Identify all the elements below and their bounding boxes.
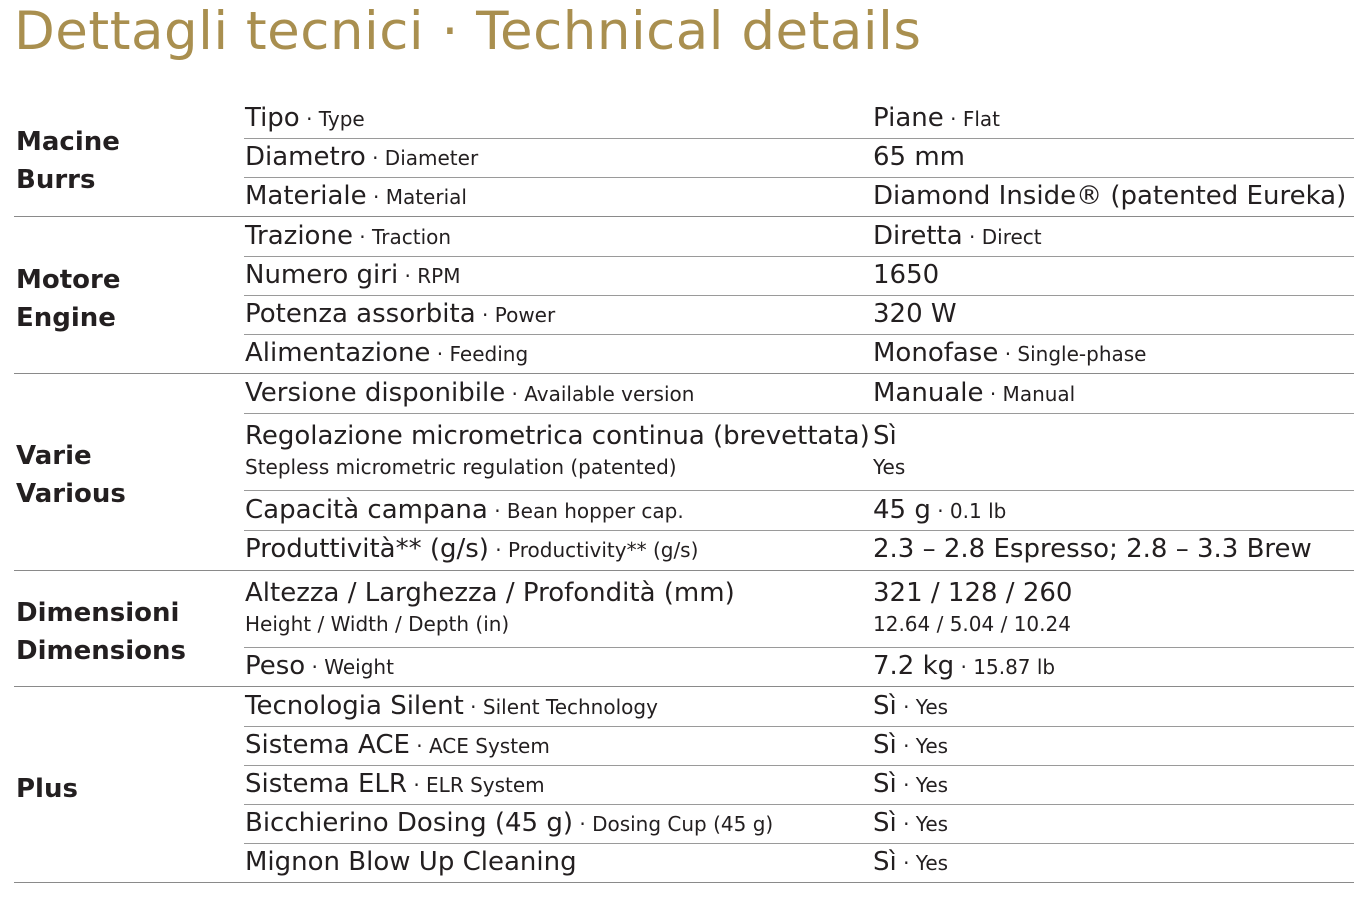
group-label-it: Macine: [16, 127, 120, 157]
row-value: Monofase · Single-phase: [873, 338, 1147, 368]
row-value: 1650: [873, 260, 940, 290]
row-value: 2.3 – 2.8 Espresso; 2.8 – 3.3 Brew: [873, 534, 1312, 564]
row-value: Diamond Inside® (patented Eureka): [873, 181, 1347, 211]
group-label-en: Various: [16, 479, 126, 509]
row-label: Sistema ACE · ACE System: [245, 730, 550, 760]
spec-row-traction: [244, 217, 1354, 257]
row-value: Sì · Yes: [873, 769, 949, 799]
group-label-en: Engine: [16, 303, 116, 333]
row-value: 320 W: [873, 299, 957, 329]
spec-row-productivity: [244, 530, 1354, 570]
row-label: Potenza assorbita · Power: [245, 299, 556, 329]
row-label: Materiale · Material: [245, 181, 467, 211]
row-value: 7.2 kg · 15.87 lb: [873, 651, 1056, 681]
group-label-en: Burrs: [16, 165, 96, 195]
spec-row-rpm: [244, 256, 1354, 296]
group-label: [16, 594, 186, 670]
spec-group-dimensions: [14, 571, 1354, 687]
spec-row-hopper: [244, 491, 1354, 531]
row-value: Sì · Yes: [873, 691, 949, 721]
group-label-it: Plus: [16, 774, 78, 804]
spec-row-blow-up: [244, 843, 1354, 882]
group-label: [16, 437, 126, 513]
row-value: Sì · Yes: [873, 808, 949, 838]
group-label: [16, 770, 78, 808]
spec-row-elr: [244, 765, 1354, 805]
group-label-it: Motore: [16, 265, 121, 295]
row-value: 65 mm: [873, 142, 966, 172]
spec-row-version: [244, 374, 1354, 414]
row-label: Numero giri · RPM: [245, 260, 461, 290]
row-value: Sì · Yes: [873, 730, 949, 760]
row-value: 321 / 128 / 260 12.64 / 5.04 / 10.24: [873, 578, 1073, 636]
row-label: Alimentazione · Feeding: [245, 338, 529, 368]
spec-row-diameter: [244, 138, 1354, 178]
spec-row-silent: [244, 687, 1354, 727]
spec-row-ace: [244, 726, 1354, 766]
spec-row-power: [244, 295, 1354, 335]
spec-row-feeding: [244, 334, 1354, 373]
spec-row-dosing-cup: [244, 804, 1354, 844]
row-label: Tecnologia Silent · Silent Technology: [245, 691, 658, 721]
spec-row-weight: [244, 647, 1354, 686]
row-value: Manuale · Manual: [873, 378, 1076, 408]
group-label: [16, 123, 120, 199]
row-value: Sì · Yes: [873, 847, 949, 877]
row-label: Trazione · Traction: [245, 221, 452, 251]
row-value: Diretta · Direct: [873, 221, 1042, 251]
row-value: 45 g · 0.1 lb: [873, 495, 1007, 525]
row-label: Versione disponibile · Available version: [245, 378, 695, 408]
row-value: Piane · Flat: [873, 103, 1000, 133]
row-label: Produttività** (g/s) · Productivity** (g/s): [245, 534, 699, 564]
row-label: Altezza / Larghezza / Profondità (mm) Height / Width / Depth (in): [245, 578, 735, 636]
row-label: Bicchierino Dosing (45 g) · Dosing Cup (45 g): [245, 808, 774, 838]
spec-row-regulation: [244, 413, 1354, 491]
row-label: Capacità campana · Bean hopper cap.: [245, 495, 684, 525]
row-label: Peso · Weight: [245, 651, 394, 681]
group-label-it: Varie: [16, 441, 92, 471]
row-value: Sì Yes: [873, 421, 906, 479]
row-label: Tipo · Type: [245, 103, 365, 133]
row-label: Mignon Blow Up Cleaning: [245, 847, 577, 877]
spec-group-engine: [14, 217, 1354, 374]
row-label: Diametro · Diameter: [245, 142, 479, 172]
group-label: [16, 261, 120, 337]
spec-row-type: [244, 99, 1354, 139]
spec-row-material: [244, 177, 1354, 216]
spec-group-burrs: [14, 99, 1354, 217]
spec-row-size: [244, 571, 1354, 648]
spec-group-various: [14, 374, 1354, 571]
row-label: Sistema ELR · ELR System: [245, 769, 545, 799]
group-label-it: Dimensioni: [16, 598, 180, 628]
page-title: Dettagli tecnici · Technical details: [14, 1, 922, 62]
spec-group-plus: [14, 687, 1354, 883]
group-label-en: Dimensions: [16, 636, 186, 666]
row-label: Regolazione micrometrica continua (brevettata) Stepless micrometric regulation (patented): [245, 421, 870, 479]
